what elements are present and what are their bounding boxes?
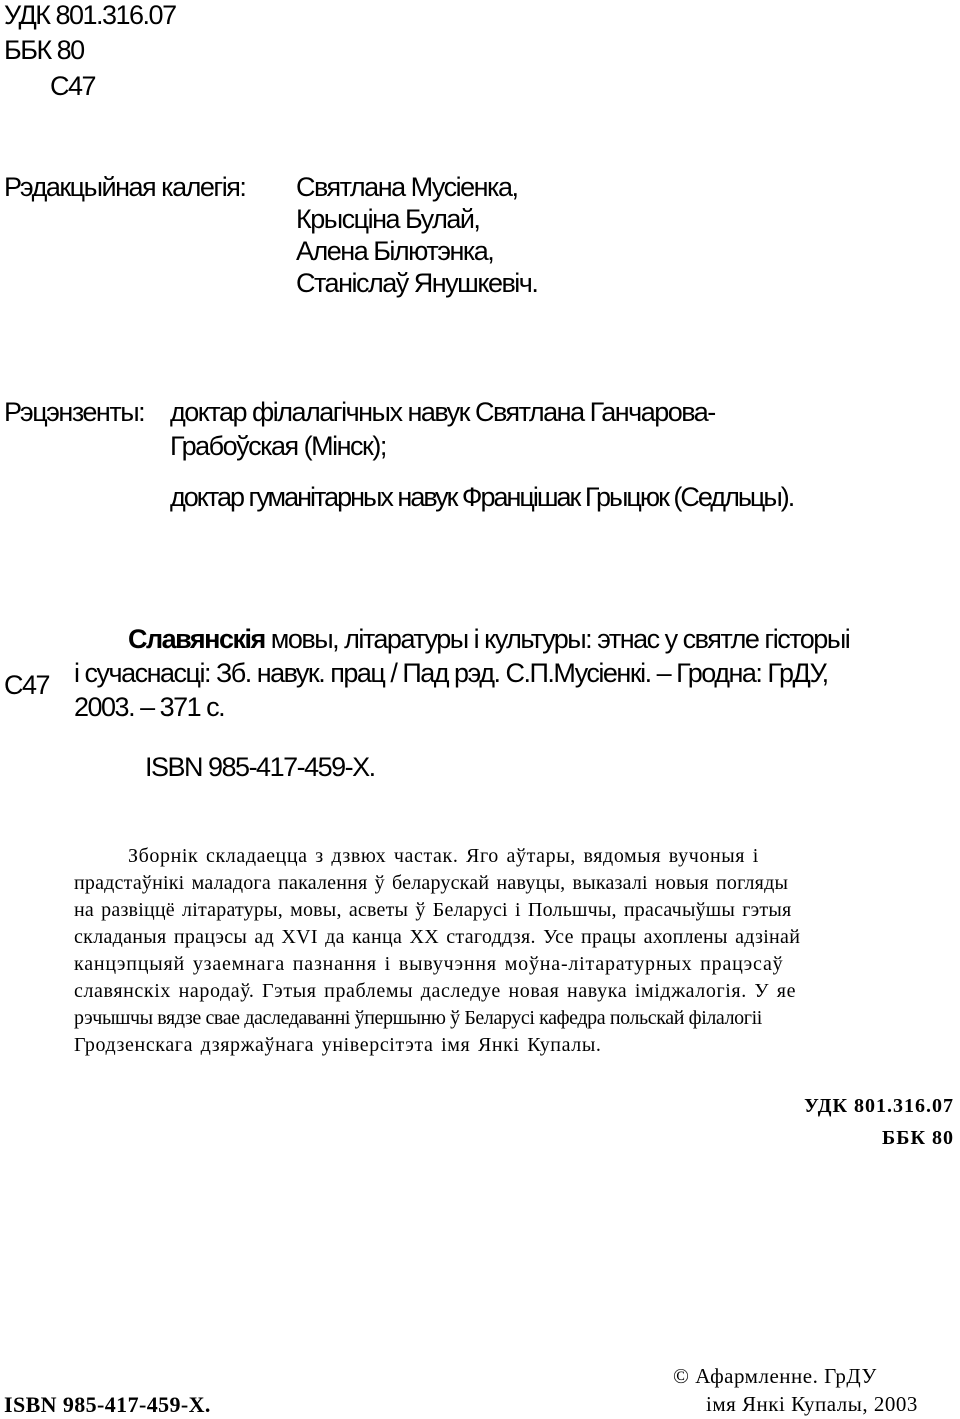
abstract-line: рэчышчы вядзе свае даследаванні ўпершыню ў Беларусі кафедра польскай філалогіі — [74, 1007, 762, 1029]
abstract-line: Зборнік складаецца з дзвюх частак. Яго аўтары, вядомыя вучоныя і — [128, 845, 759, 867]
abstract-line: канцэпцыяй узаемнага пазнання і вывучэння моўна-літаратурных працэсаў — [74, 953, 784, 975]
editorial-member: Алена Білютэнка, — [296, 236, 494, 266]
bibliographic-title-rest: мовы, літаратуры і культуры: этнас у святле гісторыі — [264, 624, 850, 654]
abstract-line: на развіццё літаратуры, мовы, асветы ў Беларусі і Польшчы, прасачыўшы гэтыя — [74, 899, 792, 921]
reviewers-line: доктар філалагічных навук Святлана Ганчарова- — [170, 397, 715, 427]
editorial-label: Рэдакцыйная калегія: — [4, 172, 246, 202]
abstract-line: прадстаўнікі маладога пакалення ў беларускай навуцы, выказалі новыя погляды — [74, 872, 789, 894]
reviewers-line: доктар гуманітарных навук Францішак Грыцюк (Седльцы). — [170, 482, 794, 512]
bibliographic-title-bold: Славянскія — [128, 624, 265, 654]
header-bbk: ББК 80 — [4, 35, 84, 65]
editorial-member: Станіслаў Янушкевіч. — [296, 268, 538, 298]
classification-udk: УДК 801.316.07 — [804, 1095, 954, 1117]
bibliographic-isbn: ISBN 985-417-459-Х. — [145, 752, 375, 782]
abstract-line: Гродзенскага дзяржаўнага універсітэта імя Янкі Купалы. — [74, 1034, 602, 1056]
abstract-line: складаныя працэсы ад XVI да канца XX стагоддзя. Усе працы ахоплены адзінай — [74, 926, 801, 948]
bibliographic-line: 2003. – 371 с. — [74, 692, 225, 722]
bibliographic-line: і сучаснасці: Зб. навук. прац / Пад рэд. С.П.Мусіенкі. – Гродна: ГрДУ, — [74, 658, 828, 688]
footer-copyright-line1: © Афармленне. ГрДУ — [673, 1364, 877, 1388]
reviewers-line: Грабоўская (Мінск); — [170, 431, 386, 461]
footer-copyright-line2: імя Янкі Купалы, 2003 — [706, 1392, 918, 1416]
editorial-member: Крысціна Булай, — [296, 204, 480, 234]
header-author-mark: С47 — [50, 71, 96, 101]
editorial-member: Святлана Мусіенка, — [296, 172, 518, 202]
bibliographic-title — [128, 626, 849, 653]
classification-bbk: ББК 80 — [882, 1127, 954, 1149]
reviewers-label: Рэцэнзенты: — [4, 397, 145, 427]
abstract-line: славянскіх народаў. Гэтыя праблемы даследуе новая навука іміджалогія. У яе — [74, 980, 797, 1002]
bibliographic-mark: С47 — [4, 670, 50, 700]
header-udk: УДК 801.316.07 — [4, 0, 176, 30]
footer-isbn: ISBN 985-417-459-Х. — [4, 1392, 211, 1417]
